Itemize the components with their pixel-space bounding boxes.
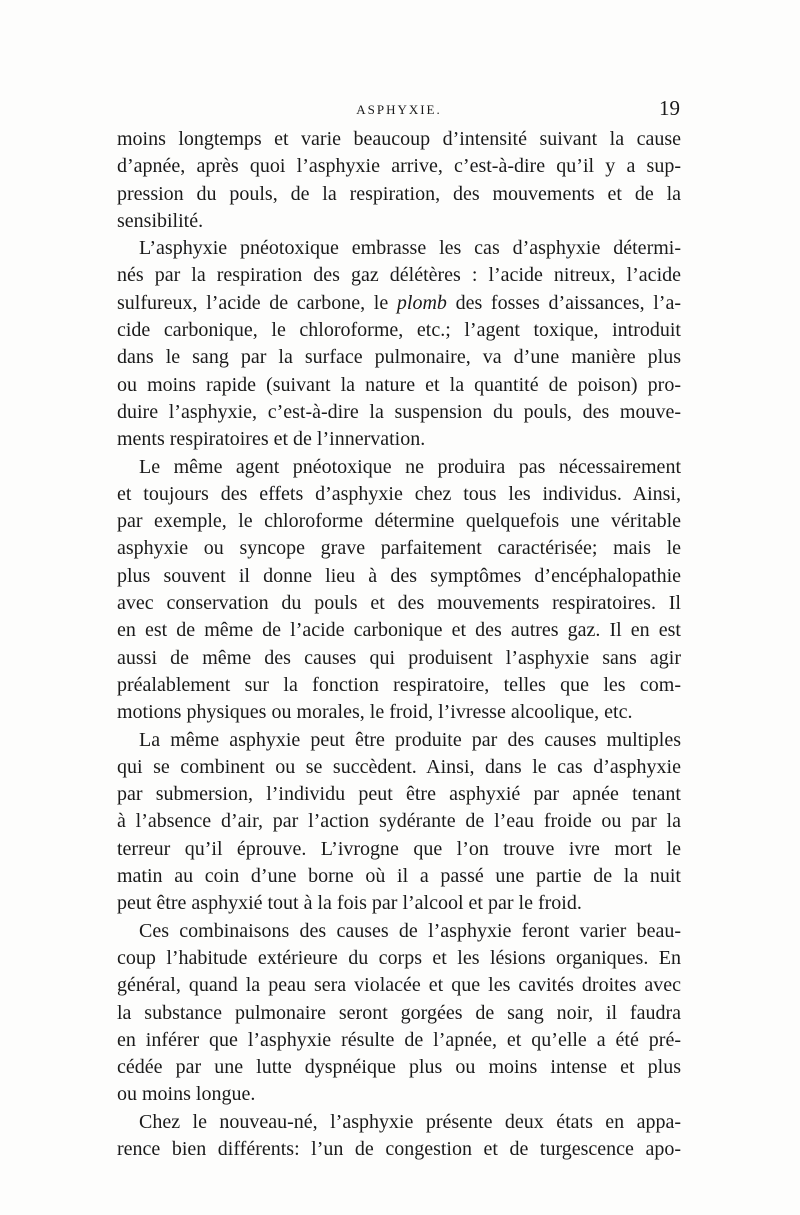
- text-line: général, quand la peau sera violacée et que les cavités droites avec: [117, 974, 681, 997]
- text-line: aussi de même des causes qui produisent l’asphyxie sans agir: [117, 646, 681, 669]
- emphasis-plomb: plomb: [396, 291, 447, 314]
- text-line: et toujours des effets d’asphyxie chez tous les individus. Ainsi,: [117, 482, 681, 505]
- text-line: ou moins longue.: [117, 1083, 256, 1106]
- text-line: Le même agent pnéotoxique ne produira pas nécessairement: [139, 455, 681, 478]
- text-line: duire l’asphyxie, c’est-à-dire la suspension du pouls, des mouve-: [117, 400, 681, 423]
- text-line: cédée par une lutte dyspnéique plus ou moins intense et plus: [117, 1056, 681, 1079]
- text-line: cide carbonique, le chloroforme, etc.; l’agent toxique, introduit: [117, 319, 681, 342]
- text-line: avec conservation du pouls et des mouvements respiratoires. Il: [117, 592, 681, 615]
- page-number: 19: [659, 96, 680, 120]
- text-line: préalablement sur la fonction respiratoire, telles que les com-: [117, 673, 681, 696]
- text-line-with-emphasis: sulfureux, l’acide de carbone, le plomb des fosses d’aissances, l’a-: [117, 291, 681, 314]
- text-line: la substance pulmonaire seront gorgées de sang noir, il faudra: [117, 1001, 681, 1024]
- text-line: qui se combinent ou se succèdent. Ainsi, dans le cas d’asphyxie: [117, 755, 681, 778]
- text-line: sensibilité.: [117, 209, 204, 232]
- text-line: motions physiques ou morales, le froid, l’ivresse alcoolique, etc.: [117, 701, 633, 724]
- text-line: L’asphyxie pnéotoxique embrasse les cas d’asphyxie détermi-: [139, 237, 681, 260]
- text-line: coup l’habitude extérieure du corps et les lésions organiques. En: [117, 946, 681, 969]
- body-text: [117, 126, 681, 1163]
- text-line: par exemple, le chloroforme détermine quelquefois une véritable: [117, 510, 681, 533]
- text-line: à l’absence d’air, par l’action sydérante de l’eau froide ou par la: [117, 810, 681, 833]
- text-line: terreur qu’il éprouve. L’ivrogne que l’on trouve ivre mort le: [117, 837, 681, 860]
- text-line: dans le sang par la surface pulmonaire, va d’une manière plus: [117, 346, 681, 369]
- text-line: matin au coin d’une borne où il a passé une partie de la nuit: [117, 865, 681, 888]
- text-line: asphyxie ou syncope grave parfaitement caractérisée; mais le: [117, 537, 681, 560]
- text-line: nés par la respiration des gaz délétères : l’acide nitreux, l’acide: [117, 264, 681, 287]
- text-line: en inférer que l’asphyxie résulte de l’apnée, et qu’elle a été pré-: [117, 1028, 681, 1051]
- text-line: Chez le nouveau-né, l’asphyxie présente deux états en appa-: [139, 1110, 681, 1133]
- text-line: en est de même de l’acide carbonique et des autres gaz. Il en est: [117, 619, 681, 642]
- text-line: moins longtemps et varie beaucoup d’intensité suivant la cause: [117, 128, 681, 150]
- text-line: plus souvent il donne lieu à des symptômes d’encéphalopathie: [117, 564, 681, 587]
- running-title: ASPHYXIE.: [356, 102, 442, 117]
- text-line: Ces combinaisons des causes de l’asphyxie feront varier beau-: [139, 919, 681, 942]
- text-line: peut être asphyxié tout à la fois par l’alcool et par le froid.: [117, 892, 582, 915]
- text-line: d’apnée, après quoi l’asphyxie arrive, c’est-à-dire qu’il y a sup-: [117, 155, 681, 178]
- text-line: La même asphyxie peut être produite par des causes multiples: [139, 728, 681, 751]
- page-header: [118, 96, 680, 126]
- text-line: rence bien différents: l’un de congestion et de turgescence apo-: [117, 1137, 681, 1160]
- text-line: par submersion, l’individu peut être asphyxié par apnée tenant: [117, 783, 681, 806]
- text-line: ou moins rapide (suivant la nature et la quantité de poison) pro-: [117, 373, 681, 396]
- text-line: pression du pouls, de la respiration, des mouvements et de la: [117, 182, 681, 205]
- text-line: ments respiratoires et de l’innervation.: [117, 428, 426, 451]
